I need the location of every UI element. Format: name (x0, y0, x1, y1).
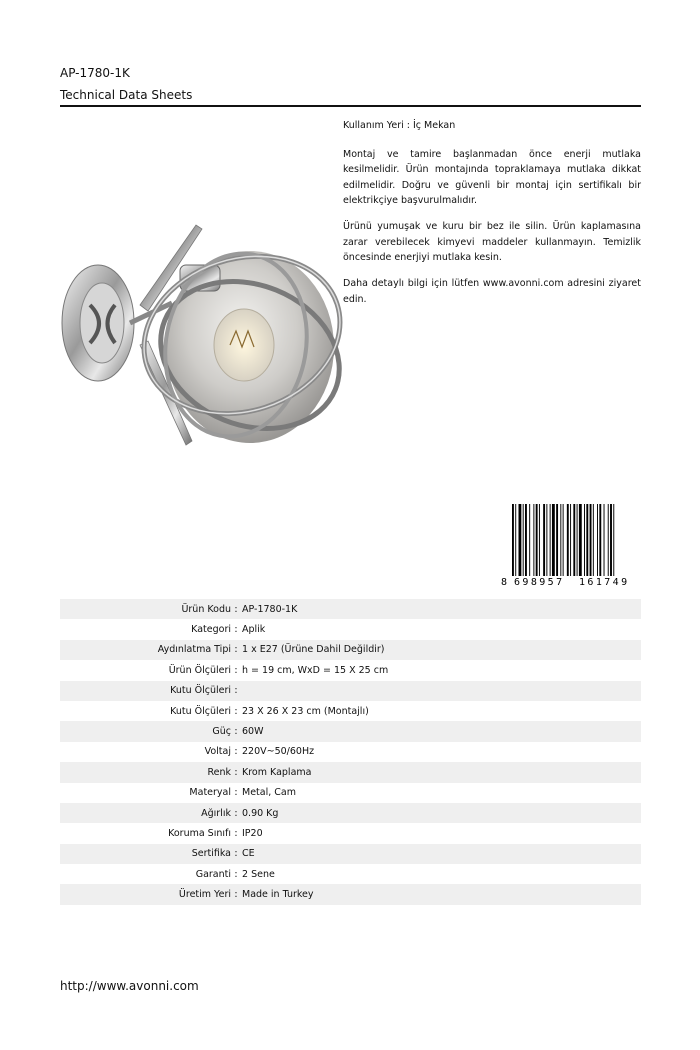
barcode-bar (543, 504, 545, 576)
barcode-bar (573, 504, 575, 576)
barcode-bar (579, 504, 582, 576)
spec-value: 23 X 26 X 23 cm (Montajlı) (242, 705, 369, 717)
spec-table (60, 599, 641, 905)
barcode-bar (512, 504, 514, 576)
usage-info (343, 118, 641, 318)
spec-value: Krom Kaplama (242, 766, 312, 778)
spec-label: Voltaj (204, 746, 231, 758)
spec-value: 2 Sene (242, 868, 275, 880)
spec-label: Üretim Yeri (178, 889, 231, 901)
barcode-bar (593, 504, 594, 576)
spec-separator: : (234, 807, 238, 819)
safety-note: Montaj ve tamire başlanmadan önce enerji mutlaka kesilmelidir. Ürün montajında topraklamaya mutlaka dikkat edilmelidir. Doğru ve güvenli bir montaj için sertifikalı bir elektrikçiye başvurulmalıdır. (343, 148, 641, 206)
spec-value: Made in Turkey (242, 889, 314, 901)
spec-separator: : (234, 827, 238, 839)
spec-row (60, 701, 641, 721)
spec-separator: : (234, 746, 238, 758)
spec-label: Kutu Ölçüleri (170, 685, 231, 697)
barcode-bar (604, 504, 605, 576)
barcode-bar (539, 504, 540, 576)
spec-label: Renk (207, 766, 231, 778)
spec-label: Koruma Sınıfı (168, 827, 231, 839)
barcode (500, 500, 642, 590)
spec-row (60, 762, 641, 782)
barcode-bar (570, 504, 571, 576)
spec-label: Materyal (189, 787, 231, 799)
spec-row (60, 844, 641, 864)
spec-label: Sertifika (191, 848, 231, 860)
barcode-bar (536, 504, 538, 576)
barcode-bar (563, 504, 564, 576)
spec-value: 60W (242, 726, 264, 738)
barcode-bar (552, 504, 555, 576)
spec-separator: : (234, 685, 238, 697)
barcode-bar (550, 504, 551, 576)
spec-separator: : (234, 868, 238, 880)
barcode-bar (577, 504, 578, 576)
spec-row (60, 864, 641, 884)
spec-value: h = 19 cm, WxD = 15 X 25 cm (242, 664, 389, 676)
spec-label: Kutu Ölçüleri (170, 705, 231, 717)
barcode-bar (546, 504, 547, 576)
spec-value: 1 x E27 (Ürüne Dahil Değildir) (242, 644, 385, 656)
barcode-bar (515, 504, 516, 576)
barcode-bar (599, 504, 601, 576)
spec-separator: : (234, 787, 238, 799)
spec-value: AP-1780-1K (242, 603, 298, 615)
barcode-bar (584, 504, 585, 576)
spec-value: Aplik (242, 624, 266, 636)
spec-separator: : (234, 766, 238, 778)
spec-value: Metal, Cam (242, 787, 296, 799)
spec-row (60, 884, 641, 904)
spec-label: Garanti (195, 868, 231, 880)
barcode-bars (512, 504, 614, 576)
spec-label: Güç (212, 726, 231, 738)
barcode-bar (533, 504, 534, 576)
barcode-digit-left: 698957 (514, 577, 565, 588)
product-image (60, 195, 350, 485)
barcode-bar (590, 504, 592, 576)
spec-row (60, 803, 641, 823)
usage-location: Kullanım Yeri : İç Mekan (343, 120, 456, 131)
cleaning-note: Ürünü yumuşak ve kuru bir bez ile silin. Ürün kaplamasına zarar verebilecek kimyevi maddeler kullanmayın. Temizlik öncesinde enerjiyi mutlaka kesin. (343, 221, 641, 263)
document-title: Technical Data Sheets (60, 88, 193, 102)
spec-row (60, 742, 641, 762)
barcode-bar (523, 504, 524, 576)
spec-separator: : (234, 726, 238, 738)
spec-row (60, 619, 641, 639)
barcode-bar (613, 504, 614, 576)
spec-value: IP20 (242, 827, 263, 839)
spec-row (60, 640, 641, 660)
spec-row (60, 599, 641, 619)
barcode-bar (597, 504, 598, 576)
barcode-bar (556, 504, 558, 576)
spec-row (60, 783, 641, 803)
barcode-bar (586, 504, 588, 576)
spec-row (60, 823, 641, 843)
spec-separator: : (234, 664, 238, 676)
spec-separator: : (234, 644, 238, 656)
barcode-bar (525, 504, 527, 576)
barcode-digit-prefix: 8 (501, 577, 508, 588)
spec-row (60, 721, 641, 741)
spec-label: Ağırlık (201, 807, 231, 819)
barcode-bar (567, 504, 569, 576)
spec-label: Ürün Ölçüleri (168, 664, 231, 676)
spec-separator: : (234, 624, 238, 636)
spec-label: Ürün Kodu (181, 603, 231, 615)
barcode-bar (519, 504, 522, 576)
spec-separator: : (234, 705, 238, 717)
product-code: AP-1780-1K (60, 66, 130, 80)
spec-row (60, 681, 641, 701)
spec-label: Kategori (191, 624, 231, 636)
spec-separator: : (234, 848, 238, 860)
spec-separator: : (234, 889, 238, 901)
header-divider (60, 105, 641, 107)
more-info-note: Daha detaylı bilgi için lütfen www.avonni.com adresini ziyaret edin. (343, 278, 641, 305)
spec-row (60, 660, 641, 680)
spec-separator: : (234, 603, 238, 615)
spec-value: CE (242, 848, 255, 860)
barcode-digit-right: 161749 (579, 577, 630, 588)
barcode-bar (560, 504, 561, 576)
spec-label: Aydınlatma Tipi (157, 644, 231, 656)
barcode-bar (529, 504, 530, 576)
barcode-bar (610, 504, 612, 576)
barcode-bar (608, 504, 609, 576)
spec-value: 0.90 Kg (242, 807, 279, 819)
footer-url: http://www.avonni.com (60, 979, 199, 993)
spec-value: 220V~50/60Hz (242, 746, 315, 758)
